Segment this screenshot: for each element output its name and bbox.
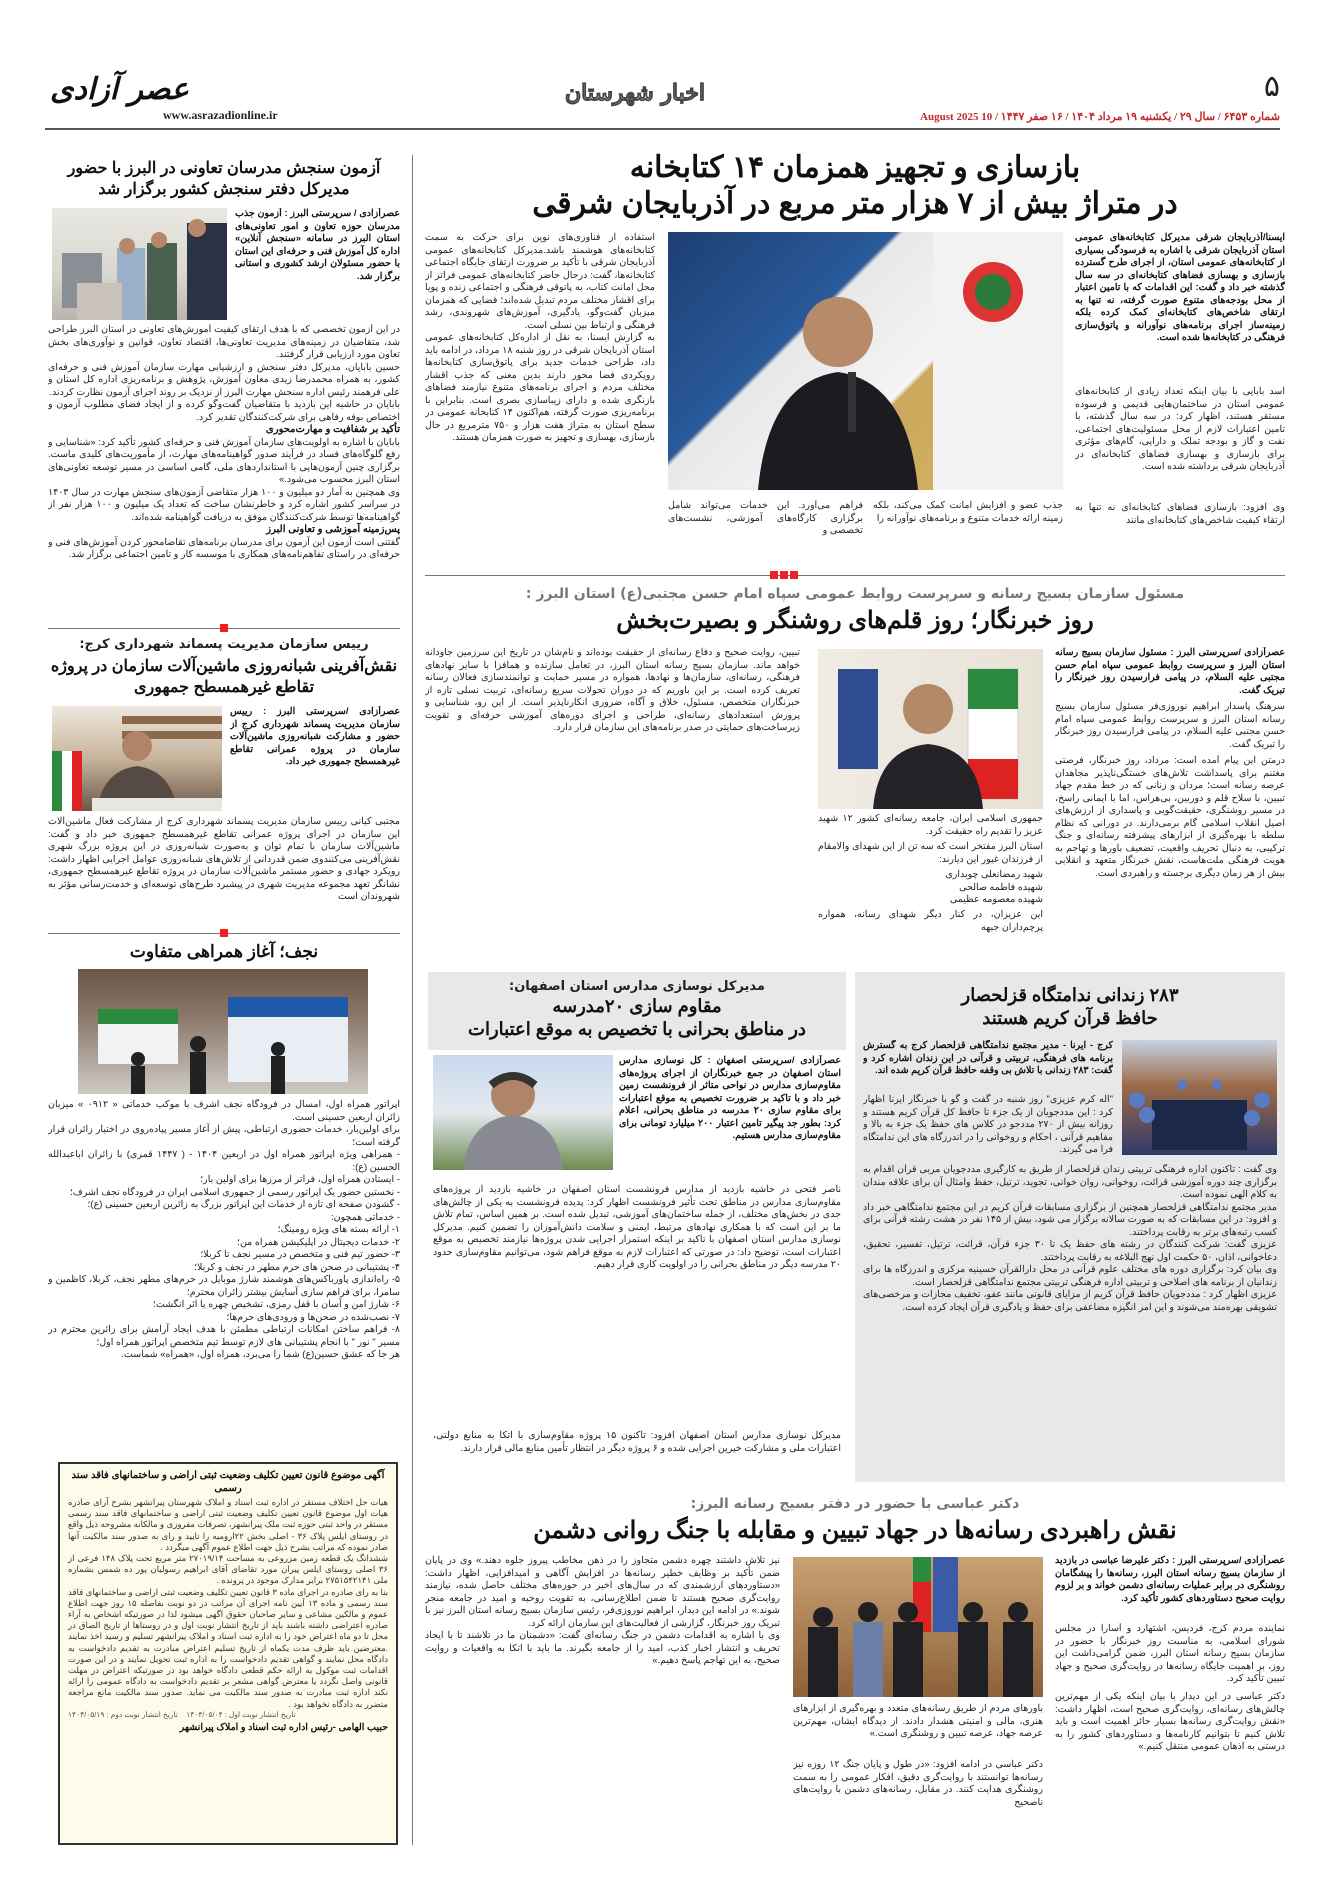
text-prison-1: "اله کرم عزیزی" روز شنبه در گفت و گو با خبرنگار ایرنا اظهار کرد : این مددجویان از یک جزء تا حافظ کل قرآن کریم هستند و روزانه بیش از ۲۷۰ مددجو در کلاس های حفظ یک جزء به بالا و مفاهیم قرآنی ، احکام و روخوانی را در اندرزگاه های این ندامتگاه فرا می گیرند. bbox=[863, 1094, 1113, 1155]
divider-ornament-icon bbox=[220, 624, 228, 632]
section-divider bbox=[425, 575, 1285, 576]
najaf-service: ۴- پشتیبانی در صحن های حرم مطهر در نجف و کربلا؛ bbox=[193, 1261, 400, 1273]
kicker-schools: مدیرکل نوسازی مدارس استان اصفهان: bbox=[509, 979, 765, 994]
text-prison-2: وی گفت : تاکنون اداره فرهنگی تربیتی زندان قزلحصار از طریق به کارگیری مددجویان مربی قرآن اقدام به برگزاری چند دوره آموزشی قرائت، روخوانی، روان خوانی، تجوید، ترتیل، حفظ وامثال آن برای علاقه مندان به کلام الهی نموده است. bbox=[863, 1164, 1277, 1200]
text-libraries-left-1: استفاده از فناوری‌های نوین برای حرکت به سمت کتابخانه‌های هوشمند باشد.مدیرکل کتابخانه‌های عمومی آذربایجان شرقی با تأکید بر ضرورت ارتقای جایگاه اجتماعی کتابخانه‌ها، گفت: درحال حاضر کتابخانه‌های عمومی فراتر از محل امانت کتاب، به پاتوقی فرهنگی و اجتماعی زنده و پویا برای اقشار مختلف مردم تبدیل شده‌اند؛ فضایی که همزمان میزبان گفت‌وگو، یادگیری، آموزش‌های شهروندی، رشد فرهنگی و ارتباط بین نسلی است. bbox=[425, 232, 655, 331]
headline-journalist[interactable]: روز خبرنگار؛ روز قلم‌های روشنگر و بصیرت‌بخش bbox=[616, 607, 1094, 634]
text-media-left bbox=[425, 1555, 780, 1840]
text-exam-body bbox=[48, 324, 400, 620]
article-libraries bbox=[425, 150, 1285, 570]
article-media bbox=[425, 1495, 1285, 1845]
article-exam bbox=[48, 158, 400, 623]
divider-ornament-icon bbox=[220, 929, 228, 937]
notice-dates bbox=[68, 1710, 388, 1720]
headline-libraries-2[interactable]: در متراژ بیش از ۷ هزار متر مربع در آذربایجان شرقی bbox=[532, 187, 1178, 220]
text-exam-2: حسین بابایان، مدیرکل دفتر سنجش و ارزشیابی مهارت سازمان آموزش فنی و حرفه‌ای کشور، به همراه محمدرضا زیدی معاون آموزش، پژوهش و برنامه‌ریزی اداره کل استان و علی فرهمند رئیس اداره سنجش مهارت البرز از نزدیک بر روند اجرای آزمون نظارت کردند. bbox=[48, 361, 400, 398]
text-media-1: نماینده مردم کرج، فردیس، اشتهارد و آسارا در مجلس شورای اسلامی، به مناسبت روز خبرنگار با حضور در سازمان بسیج رسانه استان البرز، ضمن گرامی‌داشت این روز، بر اهمیت جایگاه رسانه‌ها در روایت‌گری صحیح و جهاد تبیین تأکید کرد. bbox=[1055, 1623, 1285, 1684]
text-journalist-1: سرهنگ پاسدار ابراهیم نوروزی‌فر مسئول سازمان بسیج رسانه استان البرز و سرپرست روابط عمومی سپاه امام حسن مجتبی علیه السلام، در پیامی فرارسیدن روز خبرنگار را تبریک گفت. bbox=[1055, 701, 1285, 750]
headline-machinery[interactable]: نقش‌آفرینی شبانه‌روزی ماشین‌آلات سازمان در پروژه تقاطع غیرهمسطح جمهوری bbox=[50, 658, 398, 696]
text-media-left-2: وی با اشاره به اقدامات دشمن در جنگ رسانه‌ای گفت: «دشمنان ما در تلاشند تا با ایجاد تحریف و انتشار اخبار کذب، امید را از جامعه بگیرند. ما باید با اتکا به واقعیات و روایت صحیح، به این تهاجم پاسخ دهیم.» bbox=[425, 1630, 780, 1666]
najaf-closing: هر جا که عشق حسین(ع) شما را می‌برد، همراه اول، «همراه» شماست. bbox=[121, 1349, 400, 1360]
najaf-service: ۵- راه‌اندازی پاورباکس‌های هوشمند شارژ موبایل در حرم‌های مطهر نجف، کربلا، کاظمین و سامرا، برای فراهم سازی آسایش بیشتر زائران محترم؛ bbox=[48, 1274, 400, 1298]
text-prison-4: عزیزی گفت: شرکت کنندگان در رشته های حفظ یک تا ۳۰ جزء قرآن، قرائت، ترتیل، تفسیر، تحقیق، دعاخوانی، اذان، ۵۰ حکمت اول نهج البلاغه به رقابت پرداختند. bbox=[863, 1239, 1277, 1263]
caption-libraries-right: جذب عضو و افزایش امانت کمک می‌کند، بلکه زمینه ارائه خدمات متنوع و برنامه‌های نوآورانه را bbox=[873, 500, 1063, 524]
headline-schools-1[interactable]: مقاوم سازی ۲۰مدرسه bbox=[552, 996, 722, 1016]
text-prison-6: عزیزی اظهار کرد : مددجویان حافظ قرآن کریم از مزایای قانونی مانند عفو، تخفیف مجازات و مرخصی‌های تشویقی بهره‌مند می‌شوند و این امر انگیزه مضاعفی برای حفظ و یادگیری قرآن ایجاد کرده است. bbox=[863, 1289, 1277, 1313]
photo-media-meeting bbox=[793, 1557, 1043, 1697]
text-libraries-left bbox=[425, 232, 655, 562]
headline-najaf[interactable]: نجف؛ آغاز همراهی متفاوت bbox=[129, 942, 319, 961]
website-link[interactable]: www.asrazadionline.ir bbox=[163, 108, 278, 122]
airport-booth-icon bbox=[78, 969, 368, 1094]
text-najaf-body bbox=[48, 1099, 400, 1449]
kicker-media: دکتر عباسی با حضور در دفتر بسیج رسانه البرز: bbox=[690, 1496, 1020, 1512]
text-schools-1: ناصر فتحی در حاشیه بازدید از مدارس فرونشست استان اصفهان در خاشیه بازدید از پروژه‌های مقاوم‌سازی مدارس در مناطق تحت تأثیر فرونشست اظهار کرد: پدیده فرونشست به یکی از چالش‌های جدی در بخش‌های مختلف، از جمله ساختمان‌های آموزشی، تبدیل شده است. بر همین اساس، تمام تلاش ما بر این است که با همکاری نهادهای مرتبط، ایمنی و سلامت دانش‌آموزان را تضمین کنیم. مدیرکل نوسازی مدارس استان اصفهان با تاکید بر اینکه استمرار اجرایی شدن پروژه‌ها نیازمند تخصیص به موقع اعتبارات است، توضیح داد: در صورتی که اعتبارات لازم به موقع فراهم شود، می‌توانیم مقاوم‌سازی حدود ۲۰ مدرسه دیگر در مناطق بحرانی را در اولویت کاری قرار دهیم. bbox=[433, 1184, 841, 1270]
legal-notice bbox=[58, 1462, 398, 1845]
text-prison-body bbox=[863, 1164, 1277, 1476]
text-libraries-left-2: به گزارش ایسنا، به نقل از اداره‌کل کتابخانه‌های عمومی استان آذربایجان شرقی در روز شنبه ۱۸ مرداد، در ادامه باید داد، طراحی خدمات جدید برای پاتوق‌سازی کتابخانه‌ها رویکردی فضا محور دارند بدین معنی که جذب اقشار مختلف مردم و اجرای برنامه‌های متنوع نیازمند فضاهای بازنگری شده و دارای زیباسازی بصری است. بنابراین با برنامه‌ریزی صورت گرفته، هم‌اکنون ۱۴ کتابخانه عمومی در سطح استان به متراژ هفت هزار و ۷۵۰ مترمربع در حال بازسازی، بهسازی و تجهیز به صورت همزمان هستند. bbox=[425, 332, 655, 443]
notice-date-second: تاریخ انتشار نوبت دوم : ۱۴۰۴/۰۵/۱۹ bbox=[68, 1709, 178, 1719]
najaf-service: ۲- خدمات دیجیتال در اپلیکیشن همراه من؛ bbox=[236, 1236, 400, 1248]
schools-body bbox=[428, 1050, 846, 1482]
page-number: ۵ bbox=[1263, 69, 1280, 104]
notice-body-3: بنا به رای صادره در اجرای ماده ۳ قانون تعیین تکلیف وضعیت ثبتی اراضی و ساختمانهای فاقد سند رسمی و ماده ۱۳ آیین نامه اجرای آن مراتب در دو نوبت بفاصله ۱۵ روز جهت اطلاع عموم و مالکین مشاعی و سایر صاحبان حقوق اگهی میشود لذا در صورتیکه اشخاص به آراء صادره اعتراضی داشته باشند باید از تاریخ انتشار نوبت اول و در روستاها از تاریخ الصاق در محل تا دو ماه اعتراض خود را به اداره ثبت اسناد و املاک پیرانشهر تسلیم و رسید اخذ نمایند .معترضین باید ظرف مدت یکماه از تاریخ تسلیم اعتراض مبادرت به تقدیم دادخواست به دادگاه محل نمایند و گواهی تقدیم دادخواست را به اداره ثبت تحویل نمایند و در این صورت اقدامات ثبت موکول به ارائه حکم قطعی دادگاه خواهد بود در صورتیکه اعتراض در مهلت قانونی واصل نگردد یا معترض گواهی مشعر بر تقدیم دادخواست به دادگاه عمومی را ارائه نکند اداره ثبت مبادرت به صدور سند مالکیت می نماید. صدور سند مالکیت مانع مراجعه متضرر به دادگاه نخواهد بود . bbox=[68, 1586, 389, 1709]
lead-journalist: عصرآزادی /سرپرستی البرز : مسئول سازمان بسیج رسانه استان البرز و سرپرست روابط عمومی سپاه امام حسن مجتبی علیه السلام، در پیامی فرارسیدن روز خبرنگار را تبریک گفت. bbox=[1055, 647, 1285, 696]
caption-libraries-left: فراهم می‌آورد. این خدمات می‌تواند شامل برگزاری کارگاه‌های آموزشی، نشست‌های تخصصی و bbox=[668, 500, 863, 536]
text-media-2: دکتر عباسی در این دیدار با بیان اینکه یکی از مهم‌ترین چالش‌های رسانه‌ای، روایت‌گری صحیح است، اظهار داشت: «نقش روایت‌گری رسانه‌ها بسیار حائز اهمیت است و باید تلاش کنیم تا بتوانیم کارنامه‌ها و دستاوردهای کشور را به درستی به اذهان عمومی منتقل کنیم.» bbox=[1055, 1691, 1285, 1752]
text-exam-1: در این آزمون تخصصی که با هدف ارتقای کیفیت آموزش‌های تعاونی در استان البرز طراحی شد، متقاضیان در زمینه‌های مدیریت تعاونی‌ها، اقتصاد تعاون، قوانین و نوآوری‌های بخش تعاون مورد ارزیابی قرار گرفتند. bbox=[48, 324, 400, 360]
text-journalist-2: درمتن این پیام آمده است: مرداد، روز خبرنگار، فرصتی مغتنم برای پاسداشت تلاش‌های خستگی‌ناپذیر مجاهدان عرصه رسانه است؛ مردان و زنانی که در خط مقدم جهاد تبیین، با سلاح قلم و دوربین، بی‌هراس، اما با ایمانی راسخ، در مسیر روشنگری، حقیقت‌گویی و پاسداری از ارزش‌های اصیل انقلاب اسلامی گام برمی‌دارند. در دورانی که نظام سلطه با بهره‌گیری از ابزارهای پیشرفته رسانه‌ای و جنگ ترکیبی، به دنبال تحریف واقعیت، تضعیف باورها و تهاجم به هویت فرهنگی ملت‌هاست، نقش خبرنگار متعهد و انقلابی بیش از هر زمان دیگری برجسته و راهبردی است. bbox=[1055, 755, 1285, 879]
najaf-bullet: - خدماتی همچون: bbox=[330, 1211, 400, 1223]
headline-libraries-1[interactable]: بازسازی و تجهیز همزمان ۱۴ کتابخانه bbox=[629, 151, 1081, 184]
text-najaf-1: اپراتور همراه اول، امسال در فرودگاه نجف اشرف با موکب خدماتی « ۰۹۱۲ » میزبان زائران اربعین حسینی است. bbox=[48, 1099, 400, 1123]
text-journalist-4: این عزیزان، در کنار دیگر شهدای رسانه، همواره پرچم‌داران جبهه bbox=[818, 909, 1043, 933]
article-schools bbox=[428, 972, 846, 1482]
photo-prison-quran-class bbox=[1122, 1040, 1277, 1155]
najaf-bullet: - نخستین حضور یک اپراتور رسمی از جمهوری اسلامی ایران در فرودگاه نجف اشرف؛ bbox=[69, 1186, 400, 1198]
headline-prison-1[interactable]: ۲۸۳ زندانی ندامتگاه قزلحصار bbox=[961, 985, 1179, 1005]
martyr-item: شهیده معصومه عظیمی bbox=[949, 894, 1043, 905]
notice-date-first: تاریخ انتشار نوبت اول : ۱۴۰۴/۰۵/۰۴ bbox=[186, 1709, 296, 1719]
text-prison-5: وی بیان کرد: برگزاری دوره های مختلف علوم قرآنی در محل دارالقرآن حسینیه مرکزی و اندرزگاه ها برای زندانیان از برنامه های اصلاحی و تربیتی اداره فرهنگی تربیتی مجتمع ندامتگاهی قزلحصار است. bbox=[863, 1264, 1277, 1288]
text-media-3: دکتر عباسی در ادامه افزود: «در طول و پایان جنگ ۱۲ روزه نیز رسانه‌ها توانستند با روایت‌گری دقیق، افکار عمومی را به سمت روشنگری هدایت کنند. در مقابل، رسانه‌های دشمن با روایت‌های ناصحیح bbox=[793, 1759, 1043, 1808]
headline-prison-2[interactable]: حافظ قرآن کریم هستند bbox=[982, 1008, 1158, 1028]
najaf-service: ۱- ارائه بسته های ویژه رومینگ؛ bbox=[277, 1224, 400, 1235]
notice-title: آگهی موضوع قانون تعیین تکلیف وضعیت ثبتی اراضی و ساختمانهای فاقد سند رسمی bbox=[71, 1470, 385, 1494]
section-name: اخبار شهرستان bbox=[565, 80, 705, 106]
text-schools-2: مدیرکل نوسازی مدارس استان اصفهان افزود: تاکنون ۱۵ پروژه مقاوم‌سازی با اتکا به منابع دولتی، اعتبارات ملی و مشارکت خیرین اجرایی شده و ۶ پروژه دیگر در انتظار تأمین منابع مالی قرار دارند. bbox=[433, 1430, 841, 1454]
notice-signature: حبیب الهامی -رئیس اداره ثبت اسناد و املاک پیرانشهر bbox=[179, 1721, 388, 1733]
najaf-service: ۷- نصب‌شده در صحن‌ها و ورودی‌های حرم‌ها؛ bbox=[226, 1311, 400, 1323]
photo-exam bbox=[52, 208, 227, 320]
text-prison-3: مدیر مجتمع ندامتگاهی قزلحصار همچنین از برگزاری مسابقات قرآن کریم در این مجتمع ندامتگاهی خبر داد و افزود: در این مسابقات که به صورت سالانه برگزار می شود، بیش از ۱۴۵ نفر در هشت رشته قرآنی برای کسب رتبه‌های برتر به رقابت پرداختند. bbox=[863, 1201, 1277, 1238]
kicker-machinery: رییس سازمان مدیریت پسماند شهرداری کرج: bbox=[79, 637, 369, 652]
headline-schools-2[interactable]: در مناطق بحرانی با تخصیص به موقع اعتبارات bbox=[468, 1019, 806, 1039]
text-machinery-1: مجتبی کیانی رییس سازمان مدیریت پسماند شهرداری کرج از مشارکت فعال ماشین‌آلات این سازمان در اجرای پروژه عمرانی تقاطع غیرهمسطح جمهوری خبر داد و گفت: ماشین‌آلات سازمان با تمام توان و به‌صورت شبانه‌روزی در این پروژه بزرگ شهری نقش‌آفرینی می‌کنند‌وی ضمن قدردانی از تلاش‌های شبانه‌روزی عوامل اجرایی اظهار داشت: رویکرد جهادی و حضور مستمر ماشین‌آلات سازمان در پروژه تقاطع غیرهمسطح جمهوری، نشانگر تعهد مجموعه مدیریت شهری در پیشبرد طرح‌های توسعه‌ای و خدمت‌رسانی مؤثر به شهروندان است bbox=[48, 816, 400, 902]
official-portrait-icon bbox=[818, 649, 1043, 809]
exam-hall-icon bbox=[52, 208, 227, 320]
newspaper-logo: عصر آزادی bbox=[50, 72, 189, 107]
martyr-item: شهید رمضانعلی چوبداری bbox=[945, 869, 1043, 880]
najaf-service: ۸- فراهم ساختن امکانات ارتباطی مطمئن با هدف ایجاد آرامش برای زائرین محترم در مسیر " نور " با انجام پشتیبانی های لازم توسط تیم متخصص اپراتور همراه اول؛ bbox=[48, 1324, 400, 1348]
headline-exam[interactable]: آزمون سنجش مدرسان تعاونی در البرز با حضور مدیرکل دفتر سنجش کشور برگزار شد bbox=[67, 160, 381, 198]
text-media-left-1: نیز تلاش داشتند چهره دشمن متجاوز را در ذهن مخاطب پیروز جلوه دهند.» وی در پایان ضمن تأکید بر وظایف خطیر رسانه‌ها در افزایش آگاهی و امیدافزایی، اظهار داشت: «دستاوردهای ارزشمندی که در سال‌های اخیر در حوزه‌های مختلف حاصل شده، نیازمند روایت‌گری صحیح هستند تا ضمن اطلاع‌رسانی، به تقویت روحیه و امید در جامعه منجر شوند.» در ادامه این دیدار، ابراهیم نوروزی‌فر، رئیس سازمان بسیج رسانه استان البرز نیز با تبریک روز خبرنگار، گزارشی از فعالیت‌های این سازمان ارائه کرد. bbox=[425, 1555, 780, 1629]
text-journalist-3: استان البرز مفتخر است که سه تن از این شهدای والامقام از فرزندان غیور این دیارند: bbox=[818, 841, 1043, 865]
najaf-service: ۶- شارژ امن و آسان با قفل رمزی، تشخیص چهره یا اثر انگشت؛ bbox=[152, 1299, 400, 1310]
photo-machinery-official bbox=[52, 706, 222, 811]
article-journalist-day bbox=[425, 585, 1285, 965]
text-najaf-3: - همراهی ویژه اپراتور همراه اول در اربعین ۱۴۰۴ - ( ۱۴۴۷ قمری) با زائران اباعبدالله الحسین (ع): bbox=[48, 1149, 400, 1173]
photo-schools-director bbox=[433, 1055, 613, 1170]
subhead-exam-2: پس‌زمینه آموزشی و تعاونی البرز bbox=[266, 524, 400, 535]
director-portrait-icon bbox=[433, 1055, 613, 1170]
text-exam-5: وی همچنین به آمار دو میلیون و ۱۰۰ هزار متقاضی آزمون‌های سنجش مهارت در سال ۱۴۰۳ در سراسر کشور اشاره کرد و خاطرنشان ساخت که تعداد یک میلیون و ۱۰۰ هزار نفر از گواهینامه‌ها توسط شرکت‌کنندگان موفق به دریافت گواهینامه شده‌اند. bbox=[48, 486, 400, 523]
lead-media: عصرآزادی /سرپرستی البرز : دکتر علیرضا عباسی در بازدید از سازمان بسیج رسانه استان البرز، رسانه‌ها را پیشگامان روشنگری در برابر عملیات رسانه‌ای دشمن خواند و بر لزوم روایت صحیح دستاوردهای کشور تأکید کرد. bbox=[1055, 1555, 1285, 1604]
headline-media[interactable]: نقش راهبردی رسانه‌ها در جهاد تبیین و مقابله با جنگ روانی دشمن bbox=[533, 1517, 1177, 1544]
article-najaf bbox=[48, 941, 400, 1451]
najaf-bullet: - ایستادن همراه اول، فراتر از مرزها برای اولین بار؛ bbox=[200, 1174, 400, 1185]
najaf-bullet: - گشودن صفحه ای تازه از خدمات این اپراتور بزرگ به زائرین اربعین حسینی (ع)؛ bbox=[87, 1199, 400, 1210]
caption-journalist: جمهوری اسلامی ایران، جامعه رسانه‌ای کشور ۱۲ شهید عزیز را تقدیم راه حقیقت کرد. bbox=[818, 813, 1043, 837]
text-exam-4: بابایان با اشاره به اولویت‌های سازمان آموزش فنی و حرفه‌ای کشور تأکید کرد: «شناسایی و رفع گلوگاه‌های فساد در فرآیند صدور گواهینامه‌های مهارت، از مأموریت‌های کلیدی ماست. برگزاری چنین آزمون‌هایی با استانداردهای ملی، گامی اساسی در مسیر توسعه تعاونی‌های استان البرز محسوب می‌شود.» bbox=[48, 436, 400, 485]
notice-body-2: ششدانگ یک قطعه زمین مزروعی به مساحت ۲۷۰۱۹/۱۴ متر مربع تحت پلاک ۱۴۸ فرعی از ۳۶ اصلی روستای ایلس پیران مورد تقاضای آقای ابراهیم رسولیان پور ده شمس بشماره ملی ۲۷۵۱۵۴۲۱۴۱ برابر مدارک موجود در پرونده . bbox=[68, 1553, 388, 1586]
lead-libraries: ایسنا/آذربایجان شرقی مدیرکل کتابخانه‌های عمومی استان آذربایجان شرقی با اشاره به فرسودگی بسیاری از کتابخانه‌های عمومی استان، از اجرای طرح گسترده بازسازی و بهسازی فضاهای کتابخانه‌ای در سه سال گذشته خبر داد و گفت: این اقدامات که با تامین اعتبار از محل بودجه‌های متنوع صورت گرفته، نه تنها به ارتقای شاخص‌های کتابخانه‌ای کمک کرده بلکه زمینه‌ساز اجرای برنامه‌های نوآورانه و پاتوق‌سازی فرهنگی در کتابخانه‌ها شده است. bbox=[1075, 232, 1285, 343]
lead-machinery: عصرآزادی /سرپرستی البرز : رییس سازمان مدیریت پسماند شهرداری کرج از حضور و مشارکت شبانه‌روزی ماشین‌آلات سازمان در پروژه عمرانی تقاطع غیرهمسطح جمهوری خبر داد. bbox=[230, 706, 400, 767]
text-exam-3: بابایان در حاشیه این بازدید با متقاضیان گفت‌وگو کرده و از ایجاد فضای مطلوب آزمون و اختصاص بوفه رفاهی برای شرکت‌کنندگان تقدیر کرد. bbox=[48, 399, 400, 423]
lead-exam: عصرآزادی / سرپرستی البرز : آزمون جذب مدرسان حوزه تعاون و امور تعاونی‌های استان البرز در سامانه «سنجش آنلاین» اداره کل آموزش فنی و حرفه‌ای این استان با حضور مسئولان ارشد کشوری و استانی برگزار شد. bbox=[235, 208, 400, 282]
quran-class-icon bbox=[1122, 1040, 1277, 1155]
speaker-figure-icon bbox=[668, 232, 1063, 490]
photo-libraries-speaker bbox=[668, 232, 1063, 490]
text-exam-6: گفتنی است آزمون این آزمون برای مدرسان برنامه‌های تقاضامحور کردن آموزش‌های فنی و حرفه‌ای در راستای تفاهم‌نامه‌های همکاری با موسسه کار و تامین اجتماعی برگزار شد. bbox=[48, 536, 400, 560]
photo-journalist-official bbox=[818, 649, 1043, 809]
photo-najaf-booth bbox=[78, 969, 368, 1094]
masthead bbox=[45, 70, 1280, 130]
martyr-item: شهیده فاطمه صالحی bbox=[959, 881, 1043, 893]
dateline: شماره ۶۴۵۳ / سال ۲۹ / یکشنبه ۱۹ مرداد ۱۴۰۴ / ۱۶ صفر ۱۴۴۷ / 10 August 2025 bbox=[920, 111, 1280, 123]
meeting-scene-icon bbox=[793, 1557, 1043, 1697]
subhead-exam-1: تأکید بر شفافیت و مهارت‌محوری bbox=[265, 424, 400, 435]
lead-schools: عصرآزادی /سرپرستی اصفهان : کل نوسازی مدارس استان اصفهان در جمع خبرنگاران از اجرای پروژه‌های مقاوم‌سازی مدارس در نواحی متاثر از فرونشست زمین خبر داد و با تاکید بر ضرورت تخصیص به موقع اعتبارات برای مقاوم سازی ۲۰ مدرسه در مناطق بحرانی، اعلام کرد: بطور جد پیگیر تامین اعتبار ۲۰۰ میلیارد تومانی برای مقاوم‌سازی مدارس هستیم. bbox=[619, 1055, 841, 1141]
martyrs-list bbox=[818, 869, 1043, 907]
kicker-journalist: مسئول سازمان بسیج رسانه و سرپرست روابط عمومی سپاه امام حسن مجتبی(ع) استان البرز : bbox=[525, 586, 1185, 602]
text-libraries-1: اسد بابایی با بیان اینکه تعداد زیادی از کتابخانه‌های عمومی استان در ساختمان‌هایی قدیمی و فرسوده مستقر هستند، اظهار کرد: در سه سال گذشته، با تامین اعتبارات لازم از محل مسئولیت‌های اجتماعی، نفت و گاز و بودجه تملک و دارایی، گام‌های مؤثری برای بازسازی و بهسازی فضاهای کتابخانه‌ای در آذربایجان شرقی برداشته شده است. bbox=[1075, 386, 1285, 472]
najaf-service: ۳- حضور تیم فنی و متخصص در مسیر نجف تا کربلا؛ bbox=[200, 1249, 400, 1260]
text-najaf-2: برای اولین‌بار، خدمات حضوری ارتباطی، پیش از آغاز مسیر پیاده‌روی در اختیار زائران قرار گرفته است؛ bbox=[48, 1124, 400, 1148]
caption-media: باورهای مردم از طریق رسانه‌های متعدد و بهره‌گیری از ابزارهای هنری، مالی و امنیتی هشدار دادند. از دیدگاه ایشان، مهم‌ترین عرصه جهاد، عرصه تبیین و روشنگری است.» bbox=[793, 1703, 1043, 1739]
article-prison bbox=[855, 972, 1285, 1482]
column-divider bbox=[412, 155, 413, 1845]
notice-body-1: هیات حل اختلاف مستقر در اداره ثبت اسناد و املاک شهرستان پیرانشهر بشرح آرای صادره هیات اول موضوع قانون تعیین تکلیف وضعیت ثبتی اراضی و ساختمانهای فاقد سند رسمی مستقر در واحد ثبتی حوزه ثبت ملک پیرانشهر، تصرفات مفروزی و مالکانه مشروحه ذیل واقع در روستای ایلس پلاک ۳۶ - اصلی بخش ۲۲ارومیه را تایید و رای به صدور سند مالکیت آنها صادر نموده که مراتب بشرح ذیل جهت اطلاع عموم آگهی میگردد . bbox=[68, 1497, 388, 1552]
text-journalist-left: تبیین، روایت صحیح و دفاع رسانه‌ای از حقیقت بوده‌اند و نام‌شان در تاریخ این سرزمین جاودانه خواهد ماند. سازمان بسیج رسانه استان البرز، در تعامل سازنده و همافزا با سایر نهادهای فرهنگی، رسانه‌ای، سازمان‌ها و نهادها، همواره در مسیر حمایت و توانمندسازی فعالان رسانه تعریف کرده است. بر این باوریم که در دوران تحولات سریع رسانه‌ای، تربیت نسلی تازه از خبرنگاران متخصص، مسئول، خلاق و آگاه، ضروری انکارناپذیر است. از این رو، شناسایی و پرورش استعدادهای رسانه‌ای، طراحی و اجرای دوره‌های آموزشی حرفه‌ای و تقویت زیرساخت‌های حمایتی در صدر برنامه‌های این سازمان قرار دارد. bbox=[425, 647, 800, 733]
lead-prison: کرج - ایرنا - مدیر مجتمع ندامتگاهی قزلحصار کرج به گسترش برنامه های فرهنگی، تربیتی و قرآنی در این زندان اشاره کرد و گفت: ۲۸۳ زندانی با تلاش بی وقفه حافظ قرآن کریم شده اند. bbox=[863, 1040, 1113, 1076]
official-desk-icon bbox=[52, 706, 222, 811]
article-machinery bbox=[48, 636, 400, 928]
divider-ornament-icon bbox=[770, 571, 798, 579]
text-libraries-2: وی افزود: بازسازی فضاهای کتابخانه‌ای نه تنها به ارتقاء کیفیت شاخص‌های کتابخانه‌ای مانند bbox=[1075, 502, 1285, 526]
